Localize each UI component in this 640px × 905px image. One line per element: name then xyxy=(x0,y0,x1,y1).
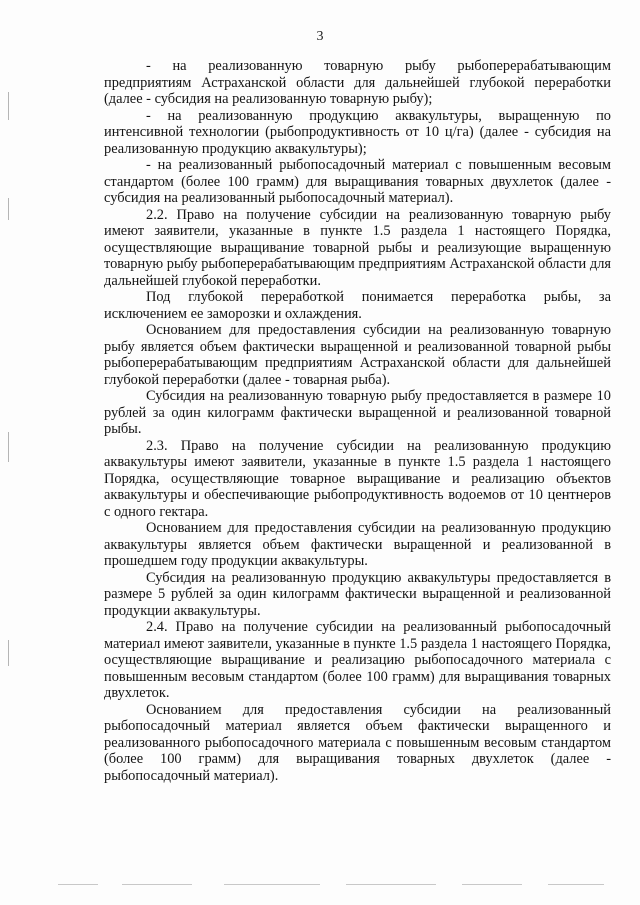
scan-margin-mark xyxy=(8,198,9,220)
scan-bottom-line xyxy=(548,884,604,885)
paragraph-basis-aquaculture: Основанием для предоставления субсидии на реализованную продукцию аквакультуры является объем фактически выращенной и реализованной в прошедшем году продукции аквакультуры. xyxy=(104,520,611,569)
paragraph-subsidy-fish: - на реализованную товарную рыбу рыбоперерабатывающим предприятиям Астраханской области для дальнейшей глубокой переработки (далее - субсидия на реализованную товарную рыбу); xyxy=(104,58,611,107)
scan-bottom-line xyxy=(224,884,320,885)
paragraph-rate-aquaculture: Субсидия на реализованную продукцию аквакультуры предоставляется в размере 5 рублей за один килограмм фактически выращенной и реализованной продукции аквакультуры. xyxy=(104,569,611,619)
scan-margin-mark xyxy=(8,640,9,666)
paragraph-section-2-4: 2.4. Право на получение субсидии на реализованный рыбопосадочный материал имеют заявители, указанные в пункте 1.5 раздела 1 настоящего Порядка, осуществляющие выращивание и реализацию рыбопосадочного материала с повышенным весовым стандартом (более 100 грамм) для выращивания товарных двухлеток. xyxy=(104,619,611,701)
paragraph-basis-fish: Основанием для предоставления субсидии на реализованную товарную рыбу является объем фактически выращенной и реализованной товарной рыбы рыбоперерабатывающим предприятиям Астраханской области для дальнейшей глубокой переработки (далее - товарная рыба). xyxy=(104,322,611,388)
paragraph-basis-stocking-material: Основанием для предоставления субсидии на реализованный рыбопосадочный материал является объем фактически выращенного и реализованного рыбопосадочного материала с повышенным весовым стандартом (более 100 грамм) для выращивания товарных двухлеток (далее - рыбопосадочный материал). xyxy=(104,701,611,784)
document-body xyxy=(104,58,611,784)
paragraph-section-2-3: 2.3. Право на получение субсидии на реализованную продукцию аквакультуры имеют заявители, указанные в пункте 1.5 раздела 1 настоящего Порядка, осуществляющие товарное выращивание и реализацию объектов аквакультуры и обеспечивающие рыбопродуктивность водоемов от 10 центнеров с одного гектара. xyxy=(104,437,611,520)
scan-margin-mark xyxy=(8,432,9,462)
paragraph-deep-processing-definition: Под глубокой переработкой понимается переработка рыбы, за исключением ее заморозки и охлаждения. xyxy=(104,289,611,322)
scan-bottom-line xyxy=(462,884,522,885)
paragraph-rate-fish: Субсидия на реализованную товарную рыбу предоставляется в размере 10 рублей за один килограмм фактически выращенной и реализованной товарной рыбы. xyxy=(104,388,611,437)
paragraph-subsidy-stocking-material: - на реализованный рыбопосадочный материал с повышенным весовым стандартом (более 100 грамм) для выращивания товарных двухлеток (далее - субсидия на реализованный рыбопосадочный материал). xyxy=(104,157,611,206)
page-number: 3 xyxy=(316,29,324,44)
scan-margin-mark xyxy=(8,92,9,120)
paragraph-subsidy-aquaculture: - на реализованную продукцию аквакультуры, выращенную по интенсивной технологии (рыбопродуктивность от 10 ц/га) (далее - субсидия на реализованную продукцию аквакультуры); xyxy=(104,107,611,157)
scan-bottom-line xyxy=(58,884,98,885)
scan-bottom-line xyxy=(122,884,192,885)
paragraph-section-2-2: 2.2. Право на получение субсидии на реализованную товарную рыбу имеют заявители, указанные в пункте 1.5 раздела 1 настоящего Порядка, осуществляющие выращивание товарной рыбы и реализующие выращенную товарную рыбу рыбоперерабатывающим предприятиям Астраханской области для дальнейшей глубокой переработки. xyxy=(104,206,611,289)
scan-bottom-line xyxy=(346,884,436,885)
